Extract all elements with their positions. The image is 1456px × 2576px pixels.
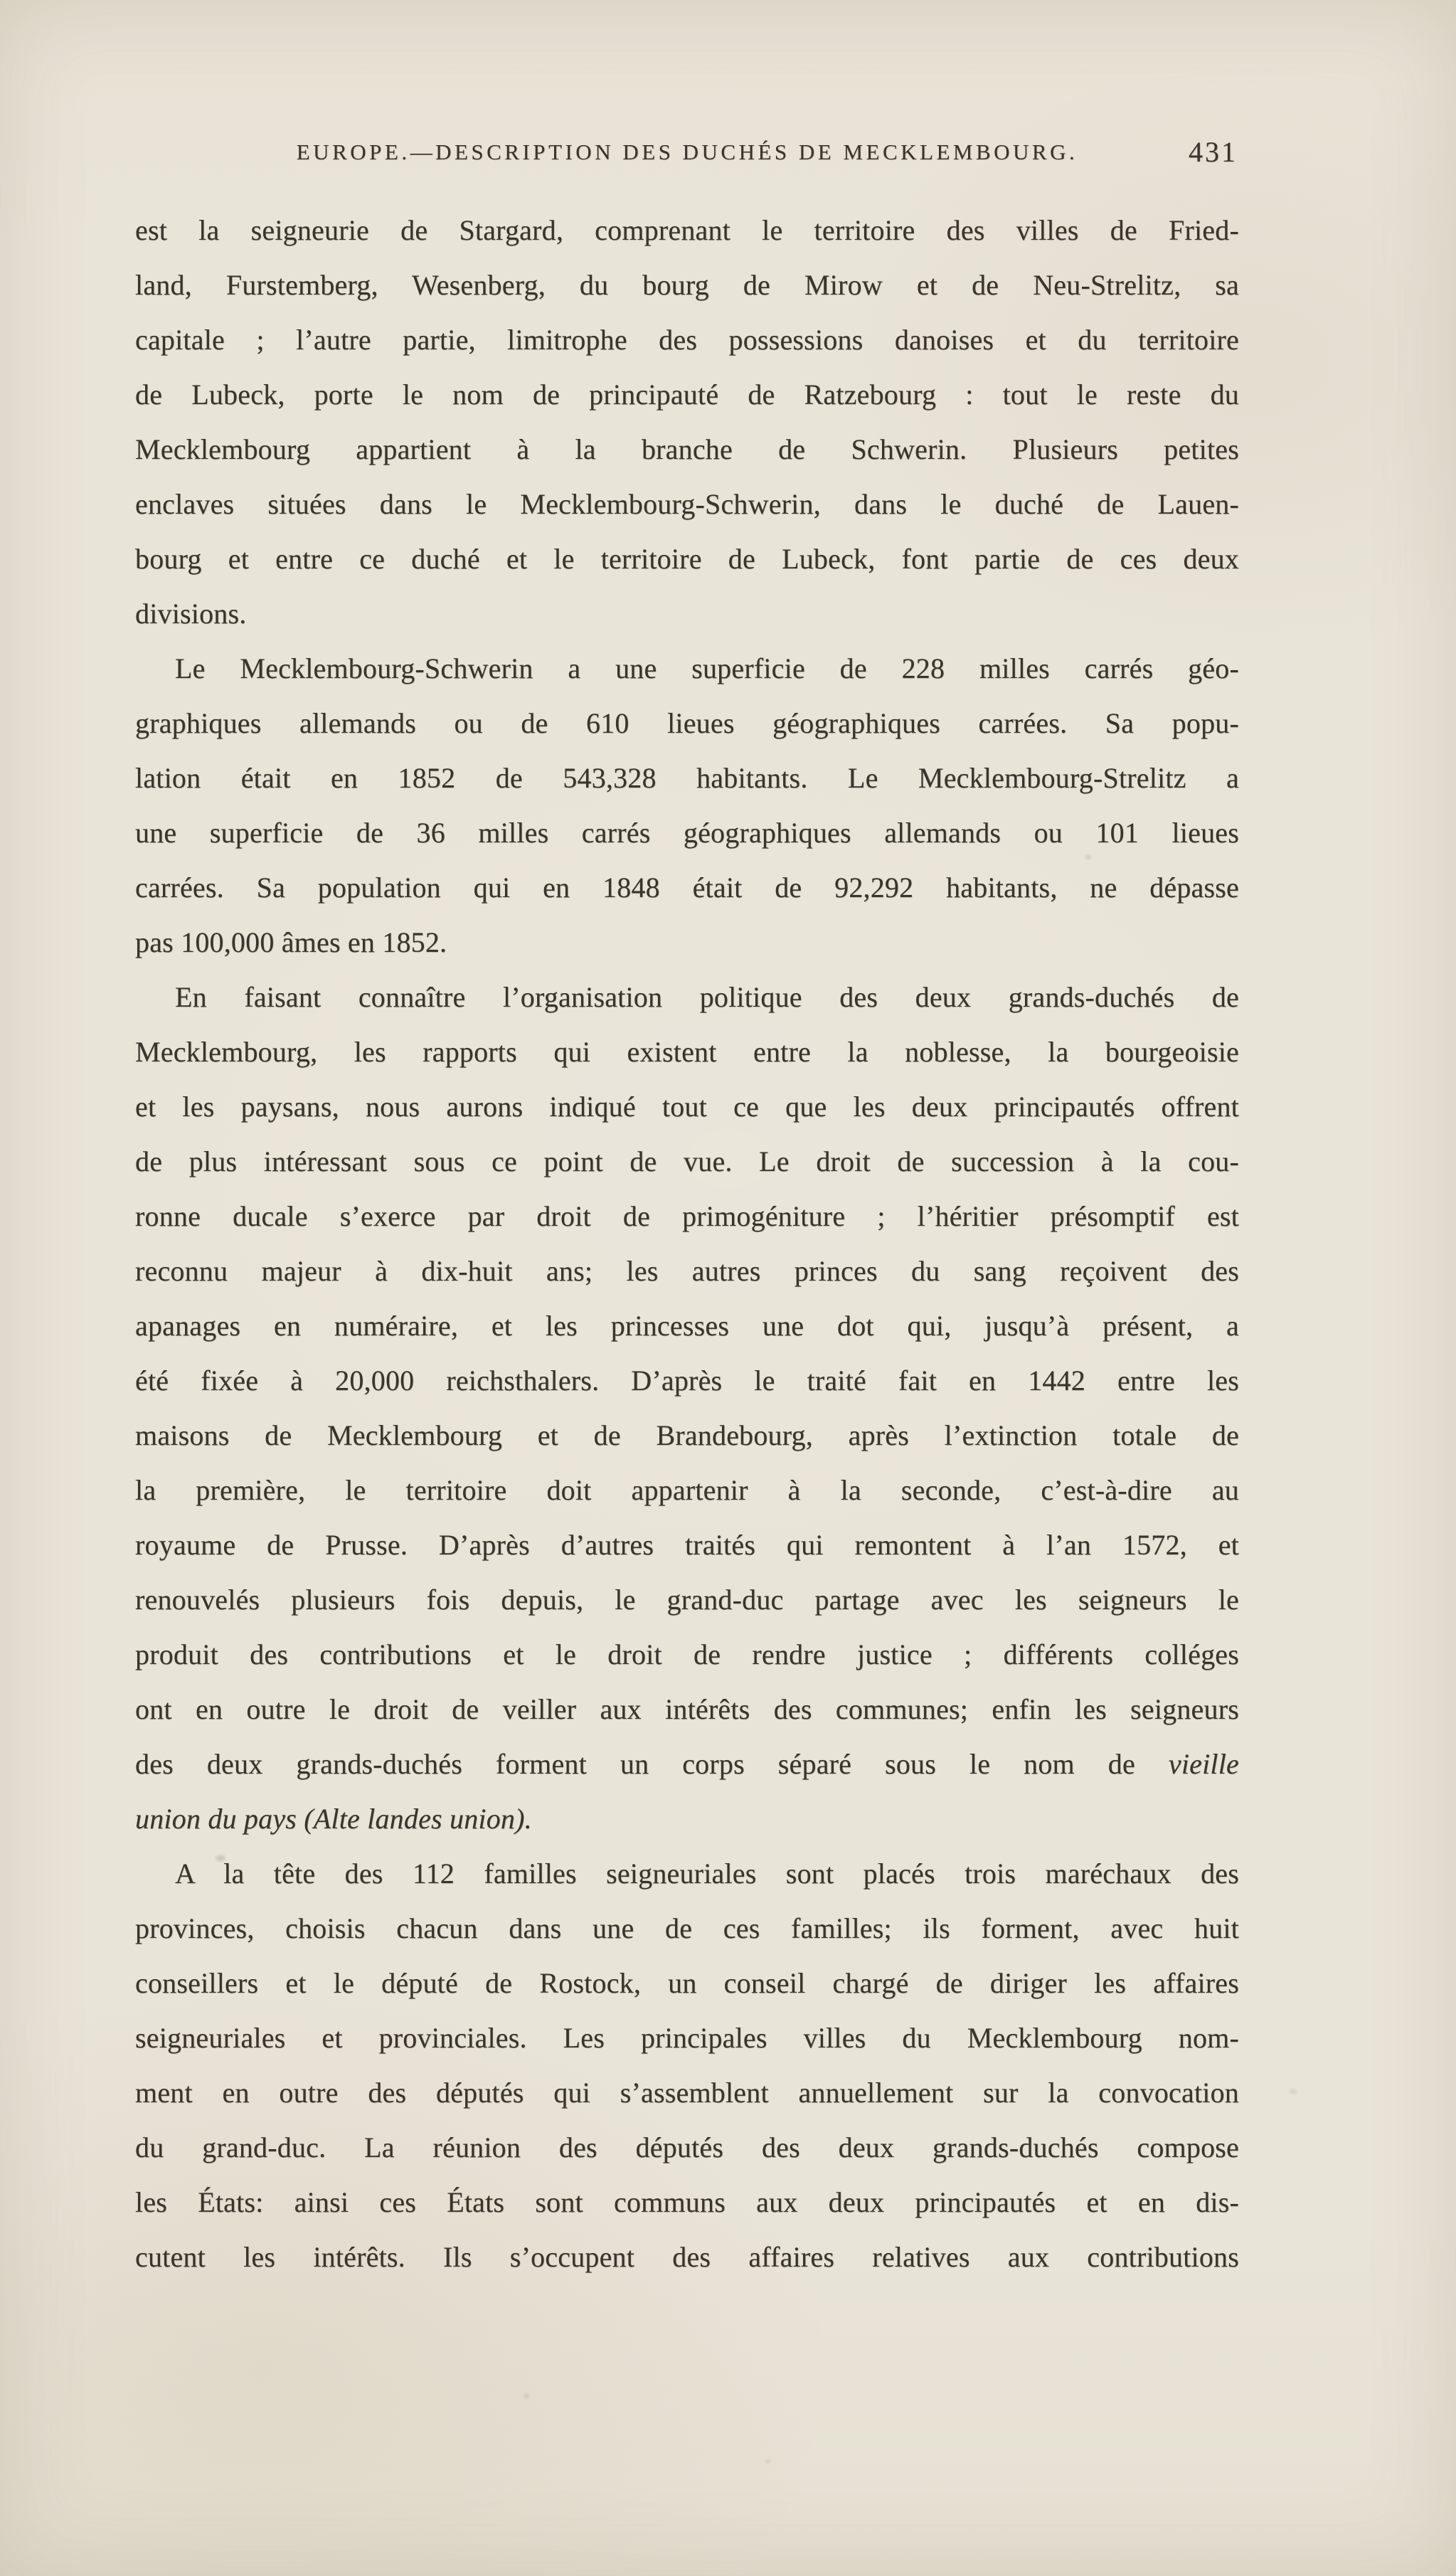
- text-line: [135, 641, 1239, 696]
- text-line: [135, 2010, 1239, 2065]
- text-line: [135, 1024, 1239, 1079]
- text-line: [135, 1244, 1239, 1298]
- body-text: ronne ducale s’exerce par droit de primogéniture ; l’héritier présomptif est: [135, 1200, 1239, 1232]
- body-text: cutent les intérêts. Ils s’occupent des affaires relatives aux contributions: [135, 2241, 1239, 2273]
- body-text: lation était en 1852 de 543,328 habitants. Le Mecklembourg-Strelitz a: [135, 762, 1239, 794]
- text-line: [135, 1956, 1239, 2010]
- page-number: 431: [1189, 136, 1238, 168]
- text-line: [135, 1737, 1239, 1791]
- text-line: [135, 1791, 1239, 1846]
- body-text: été fixée à 20,000 reichsthalers. D’après le traité fait en 1442 entre les: [135, 1364, 1239, 1396]
- text-line: [135, 1189, 1239, 1244]
- text-line: [135, 696, 1239, 751]
- body-text: Le Mecklembourg-Schwerin a une superficie de 228 milles carrés géo-: [175, 652, 1239, 684]
- italic-text: union du pays (Alte landes union).: [135, 1803, 532, 1835]
- body-text: graphiques allemands ou de 610 lieues géographiques carrées. Sa popu-: [135, 707, 1239, 739]
- text-line: [135, 1846, 1239, 1901]
- body-text: pas 100,000 âmes en 1852.: [135, 926, 447, 958]
- text-line: [135, 970, 1239, 1024]
- body-text: conseillers et le député de Rostock, un conseil chargé de diriger les affaires: [135, 1967, 1239, 1999]
- italic-text: vieille: [1168, 1748, 1239, 1780]
- body-text: du grand-duc. La réunion des députés des deux grands-duchés compose: [135, 2131, 1239, 2163]
- body-text: divisions.: [135, 598, 247, 630]
- body-text: ont en outre le droit de veiller aux intérêts des communes; enfin les seigneurs: [135, 1693, 1239, 1725]
- body-text: et les paysans, nous aurons indiqué tout ce que les deux principautés offrent: [135, 1091, 1239, 1123]
- text-line: [135, 1901, 1239, 1956]
- text-line: [135, 1134, 1239, 1189]
- text-line: [135, 860, 1239, 915]
- body-text: capitale ; l’autre partie, limitrophe des possessions danoises et du territoire: [135, 324, 1239, 356]
- text-line: [135, 2120, 1239, 2175]
- text-line: [135, 422, 1239, 477]
- body-text: En faisant connaître l’organisation politique des deux grands-duchés de: [175, 981, 1239, 1013]
- body-text: royaume de Prusse. D’après d’autres traités qui remontent à l’an 1572, et: [135, 1529, 1239, 1561]
- body-text: land, Furstemberg, Wesenberg, du bourg de Mirow et de Neu-Strelitz, sa: [135, 269, 1239, 301]
- text-line: [135, 2065, 1239, 2120]
- body-text: provinces, choisis chacun dans une de ces familles; ils forment, avec huit: [135, 1912, 1239, 1944]
- text-line: [135, 203, 1239, 258]
- running-header-title: EUROPE.—DESCRIPTION DES DUCHÉS DE MECKLEMBOURG.: [296, 139, 1078, 164]
- body-text: maisons de Mecklembourg et de Brandebourg, après l’extinction totale de: [135, 1419, 1239, 1451]
- body-text: bourg et entre ce duché et le territoire de Lubeck, font partie de ces deux: [135, 543, 1239, 575]
- body-text: renouvelés plusieurs fois depuis, le grand-duc partage avec les seigneurs le: [135, 1584, 1239, 1616]
- text-line: [135, 2230, 1239, 2284]
- body-text: une superficie de 36 milles carrés géographiques allemands ou 101 lieues: [135, 817, 1239, 849]
- page-text: [135, 203, 1239, 2284]
- text-line: [135, 531, 1239, 586]
- body-text: des deux grands-duchés forment un corps séparé sous le nom de: [135, 1748, 1169, 1780]
- text-line: [135, 586, 1239, 641]
- body-text: carrées. Sa population qui en 1848 était de 92,292 habitants, ne dépasse: [135, 871, 1239, 903]
- text-line: [135, 1408, 1239, 1463]
- body-text: seigneuriales et provinciales. Les principales villes du Mecklembourg nom-: [135, 2022, 1239, 2054]
- text-line: [135, 1353, 1239, 1408]
- body-text: reconnu majeur à dix-huit ans; les autres princes du sang reçoivent des: [135, 1255, 1239, 1287]
- body-text: de plus intéressant sous ce point de vue. Le droit de succession à la cou-: [135, 1145, 1239, 1177]
- text-line: [135, 1627, 1239, 1682]
- body-text: Mecklembourg, les rapports qui existent entre la noblesse, la bourgeoisie: [135, 1036, 1239, 1068]
- body-text: Mecklembourg appartient à la branche de Schwerin. Plusieurs petites: [135, 433, 1239, 465]
- body-text: la première, le territoire doit appartenir à la seconde, c’est-à-dire au: [135, 1474, 1239, 1506]
- body-text: les États: ainsi ces États sont communs aux deux principautés et en dis-: [135, 2186, 1239, 2218]
- text-line: [135, 312, 1239, 367]
- body-text: apanages en numéraire, et les princesses une dot qui, jusqu’à présent, a: [135, 1310, 1239, 1342]
- text-line: [135, 1298, 1239, 1353]
- body-text: de Lubeck, porte le nom de principauté de Ratzebourg : tout le reste du: [135, 378, 1239, 410]
- body-text: enclaves situées dans le Mecklembourg-Schwerin, dans le duché de Lauen-: [135, 488, 1239, 520]
- body-text: ment en outre des députés qui s’assemblent annuellement sur la convocation: [135, 2077, 1239, 2109]
- text-line: [135, 2175, 1239, 2230]
- text-line: [135, 1517, 1239, 1572]
- body-text: A la tête des 112 familles seigneuriales sont placés trois maréchaux des: [175, 1857, 1239, 1889]
- text-line: [135, 477, 1239, 531]
- running-header: [135, 136, 1239, 175]
- text-line: [135, 1079, 1239, 1134]
- text-line: [135, 1572, 1239, 1627]
- text-line: [135, 805, 1239, 860]
- text-line: [135, 258, 1239, 312]
- text-line: [135, 915, 1239, 970]
- text-line: [135, 1682, 1239, 1737]
- body-text: produit des contributions et le droit de rendre justice ; différents colléges: [135, 1638, 1239, 1670]
- body-text: est la seigneurie de Stargard, comprenant le territoire des villes de Fried-: [135, 214, 1239, 246]
- text-line: [135, 751, 1239, 805]
- text-line: [135, 367, 1239, 422]
- text-line: [135, 1463, 1239, 1517]
